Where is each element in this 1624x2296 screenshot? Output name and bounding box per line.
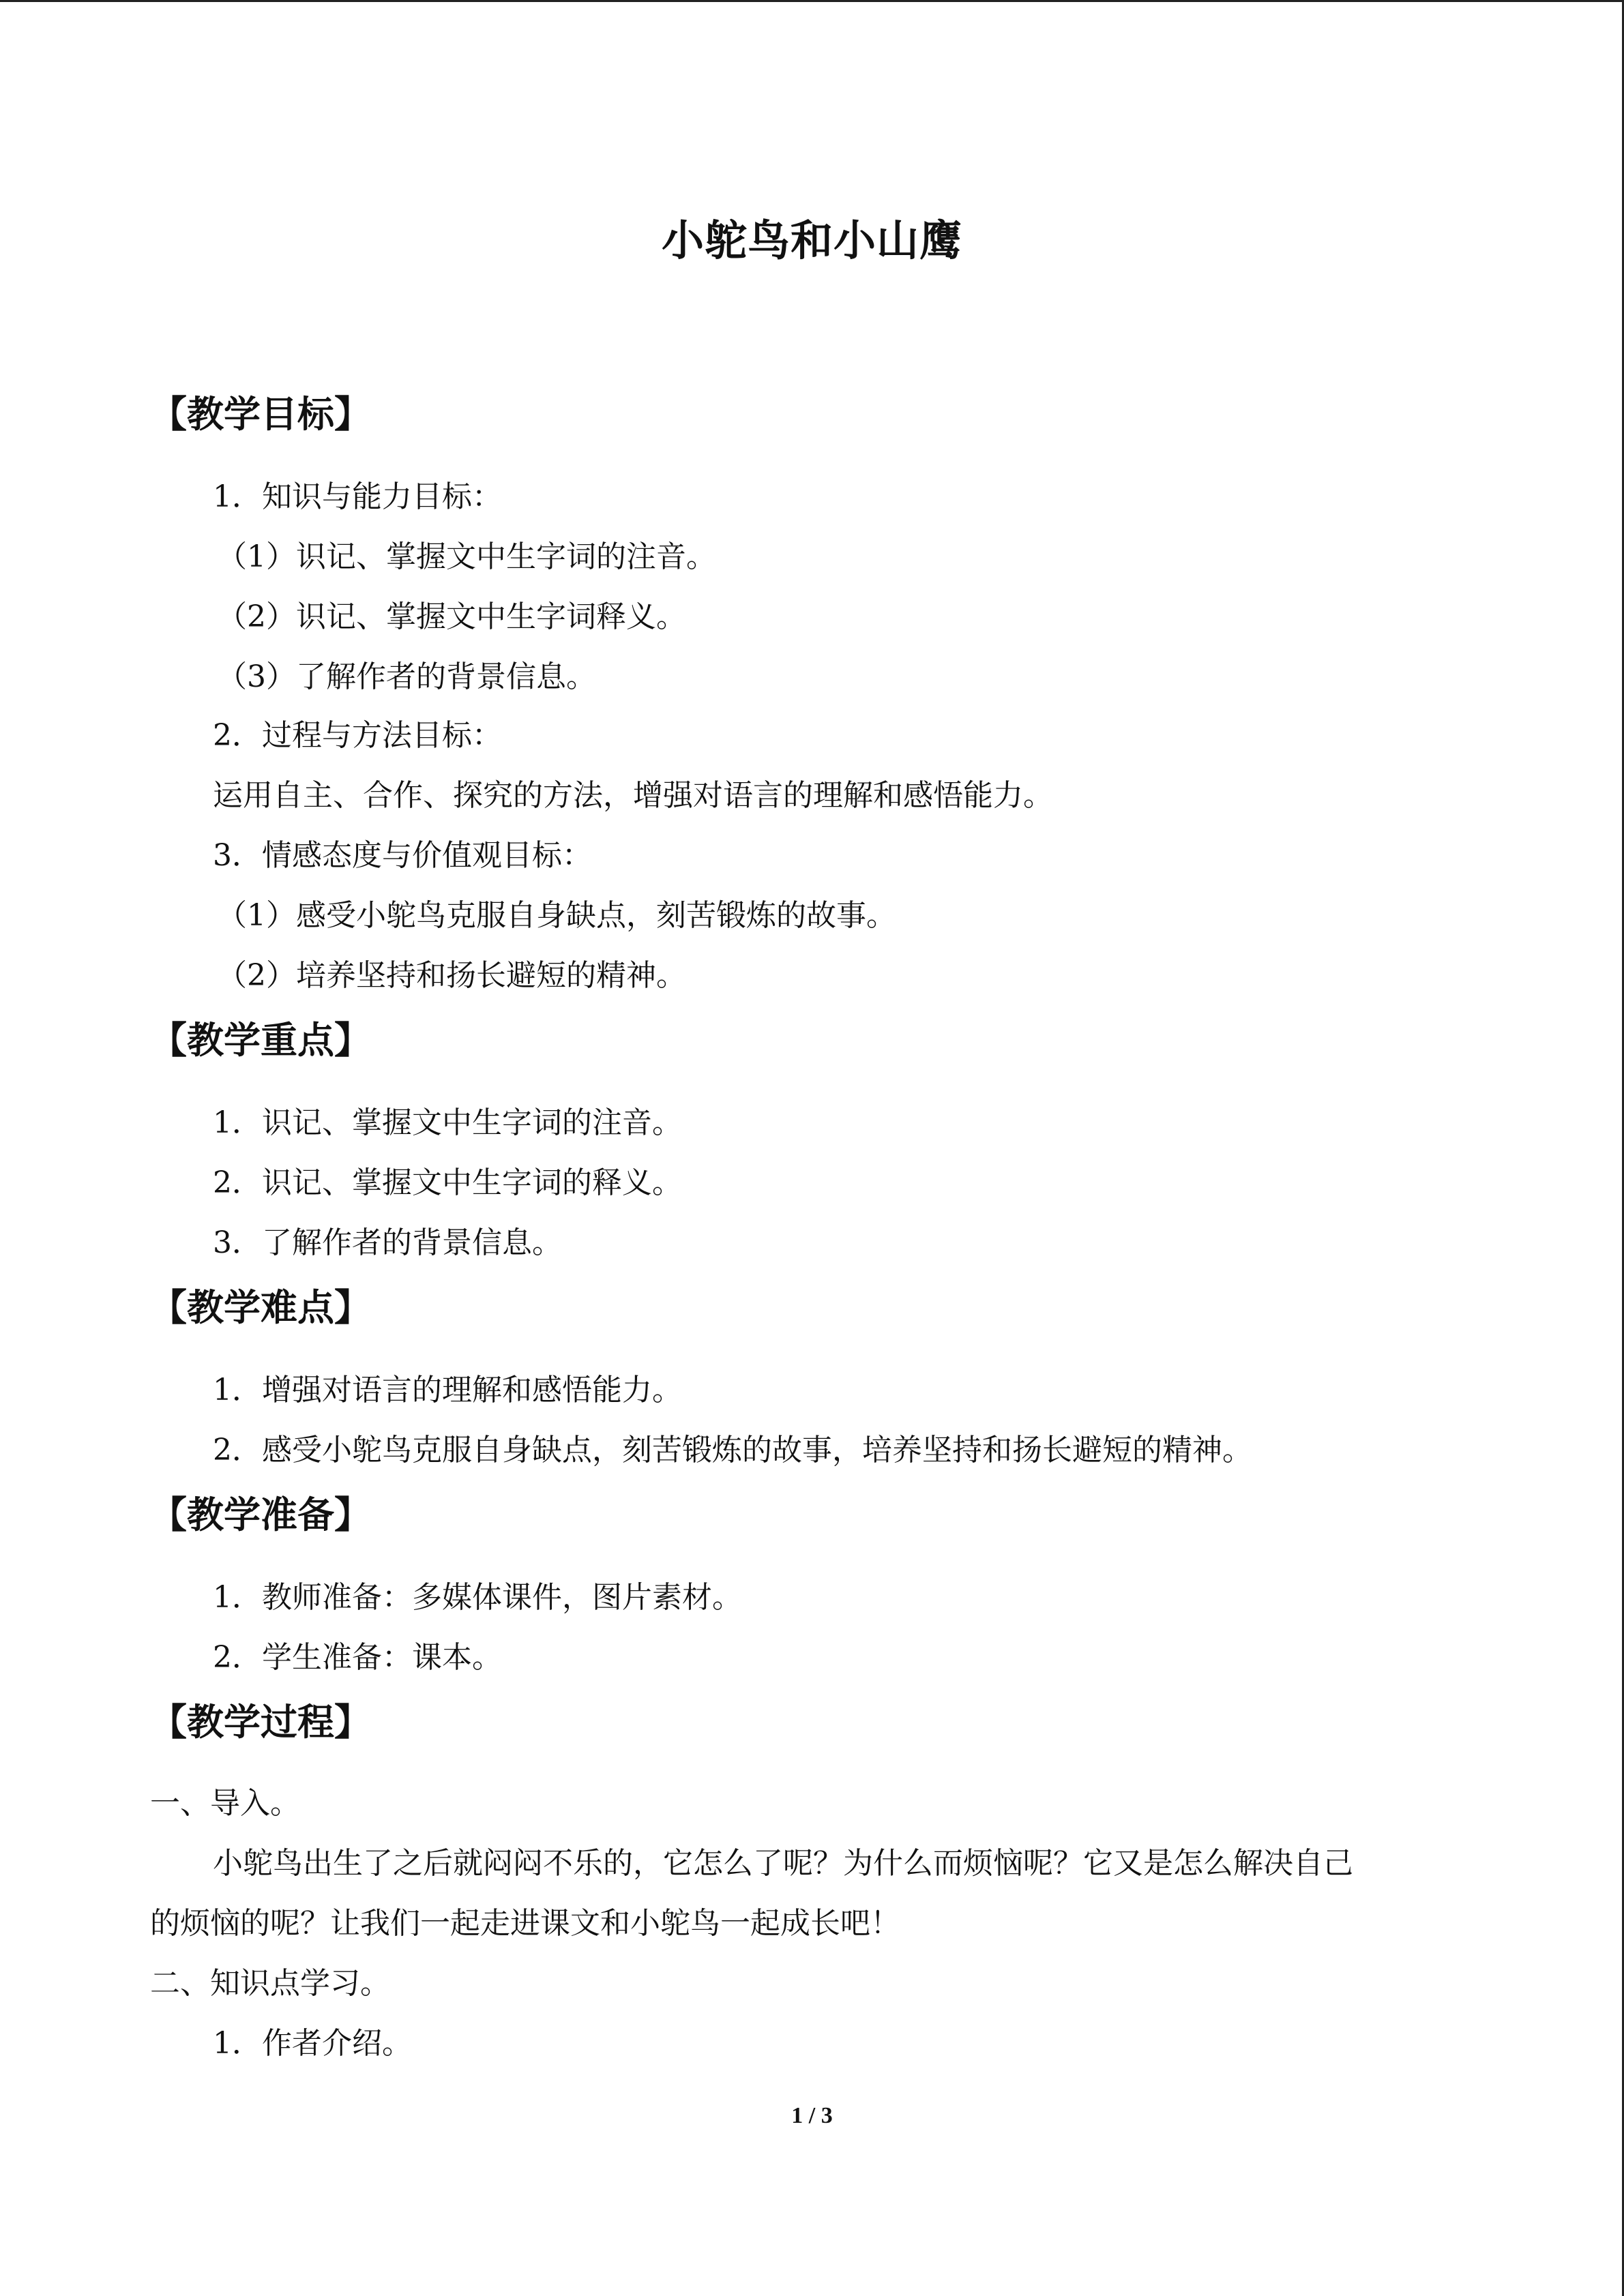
difficulties-line: 1．增强对语言的理解和感悟能力。 bbox=[213, 1373, 682, 1407]
section-heading-difficulties: 【教学难点】 bbox=[150, 1286, 371, 1329]
goals-line: 1．知识与能力目标： bbox=[213, 479, 502, 514]
process-line: 二、知识点学习。 bbox=[150, 1966, 390, 2001]
goals-line: （1）感受小鸵鸟克服自身缺点，刻苦锻炼的故事。 bbox=[217, 898, 896, 933]
process-paragraph-line: 的烦恼的呢？让我们一起走进课文和小鸵鸟一起成长吧！ bbox=[150, 1906, 900, 1941]
goals-line: （2）识记、掌握文中生字词释义。 bbox=[217, 599, 686, 634]
goals-line: （3）了解作者的背景信息。 bbox=[217, 659, 596, 694]
key-points-line: 3．了解作者的背景信息。 bbox=[213, 1225, 562, 1260]
section-heading-key-points: 【教学重点】 bbox=[150, 1019, 371, 1062]
process-line: 1．作者介绍。 bbox=[213, 2026, 412, 2061]
section-heading-process: 【教学过程】 bbox=[150, 1701, 371, 1744]
goals-line: （1）识记、掌握文中生字词的注音。 bbox=[217, 539, 716, 574]
difficulties-line: 2．感受小鸵鸟克服自身缺点，刻苦锻炼的故事，培养坚持和扬长避短的精神。 bbox=[213, 1433, 1252, 1467]
section-heading-goals: 【教学目标】 bbox=[150, 393, 371, 436]
goals-line: 2．过程与方法目标： bbox=[213, 718, 502, 753]
document-title: 小鸵鸟和小山鹰 bbox=[661, 215, 962, 265]
goals-line: 3．情感态度与价值观目标： bbox=[213, 838, 592, 873]
process-line: 一、导入。 bbox=[150, 1786, 300, 1821]
goals-line: （2）培养坚持和扬长避短的精神。 bbox=[217, 958, 686, 993]
preparation-line: 1．教师准备：多媒体课件，图片素材。 bbox=[213, 1580, 742, 1615]
page-number: 1 / 3 bbox=[791, 2103, 833, 2128]
process-paragraph-line: 小鸵鸟出生了之后就闷闷不乐的，它怎么了呢？为什么而烦恼呢？它又是怎么解决自己 bbox=[213, 1846, 1353, 1881]
goals-line: 运用自主、合作、探究的方法，增强对语言的理解和感悟能力。 bbox=[213, 778, 1053, 813]
section-heading-preparation: 【教学准备】 bbox=[150, 1493, 371, 1536]
key-points-line: 1．识记、掌握文中生字词的注音。 bbox=[213, 1105, 682, 1140]
preparation-line: 2．学生准备：课本。 bbox=[213, 1640, 502, 1675]
key-points-line: 2．识记、掌握文中生字词的释义。 bbox=[213, 1165, 682, 1200]
